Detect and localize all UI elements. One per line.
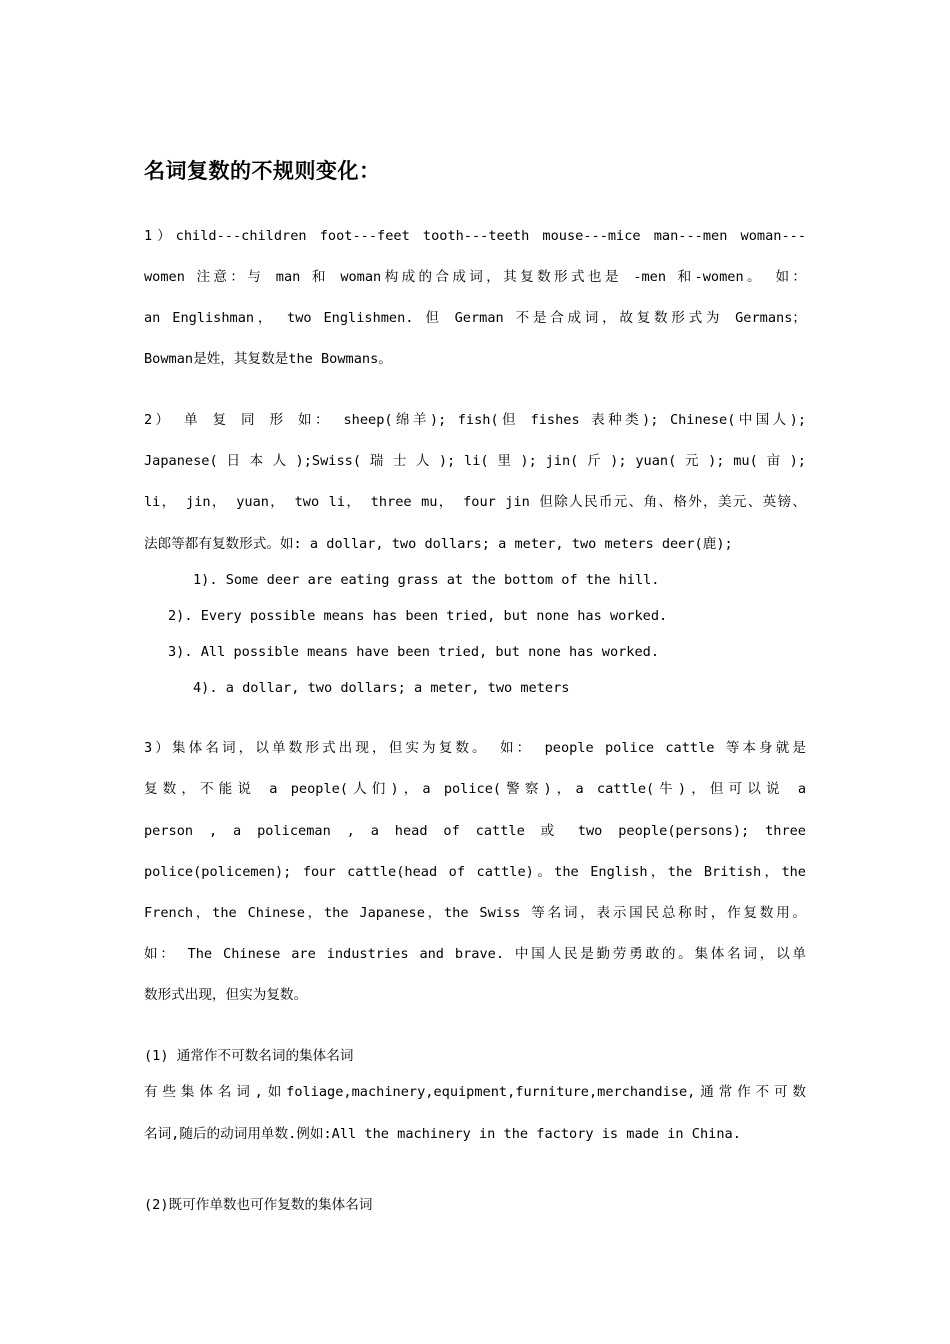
section3-line-1: 3）集体名词，以单数形式出现，但实为复数。 如： people police cattle 等本身就是 [144,740,806,756]
section3-line-4: police(policemen); four cattle(head of cattle)。the English，the British，the [144,864,806,880]
section3-line-7: 数形式出现，但实为复数。 [144,987,308,1003]
section2-line-3: li， jin， yuan， two li， three mu， four jin 但除人民币元、角、格外，美元、英镑、 [144,494,806,510]
section3-line-5: French，the Chinese，the Japanese，the Swiss 等名词，表示国民总称时，作复数用。 [144,905,806,921]
section3-line-3: person , a policeman , a head of cattle 或 two people(persons); three [144,823,806,839]
section2-line-4: 法郎等都有复数形式。如: a dollar, two dollars; a meter, two meters deer(鹿); [144,536,733,552]
section5-heading: (2)既可作单数也可作复数的集体名词 [144,1197,373,1213]
section3-line-2: 复数，不能说 a people(人们)，a police(警察)，a cattle(牛)，但可以说 a [144,781,806,797]
section3-line-6: 如： The Chinese are industries and brave. 中国人民是勤劳勇敢的。集体名词，以单 [144,946,806,962]
section4-heading: (1) 通常作不可数名词的集体名词 [144,1048,354,1064]
section1-line-2: women 注意：与 man 和 woman构成的合成词，其复数形式也是 -men 和-women。 如： [144,269,806,285]
section4-line-1: 有些集体名词,如foliage,machinery,equipment,furniture,merchandise,通常作不可数 [144,1084,806,1100]
section1-line-4: Bowman是姓，其复数是the Bowmans。 [144,351,392,367]
section1-line-3: an Englishman， two Englishmen. 但 German 不是合成词，故复数形式为 Germans； [144,310,806,326]
example-sentence-2: 2). Every possible means has been tried, but none has worked. [168,608,668,624]
section2-line-2: Japanese( 日 本 人 );Swiss( 瑞 士 人 ); li( 里 ); jin( 斤 ); yuan( 元 ); mu( 亩 ); [144,453,806,469]
section2-line-1: 2） 单 复 同 形 如： sheep(绵羊); fish(但 fishes 表种类); Chinese(中国人); [144,412,806,428]
section1-line-1: 1）child---children foot---feet tooth---teeth mouse---mice man---men woman--- [144,228,806,244]
section4-line-2: 名词,随后的动词用单数.例如:All the machinery in the factory is made in China. [144,1126,741,1142]
example-sentence-4: 4). a dollar, two dollars; a meter, two meters [193,680,570,696]
page-title: 名词复数的不规则变化： [144,159,381,183]
example-sentence-3: 3). All possible means have been tried, but none has worked. [168,644,660,660]
example-sentence-1: 1). Some deer are eating grass at the bottom of the hill. [193,572,660,588]
